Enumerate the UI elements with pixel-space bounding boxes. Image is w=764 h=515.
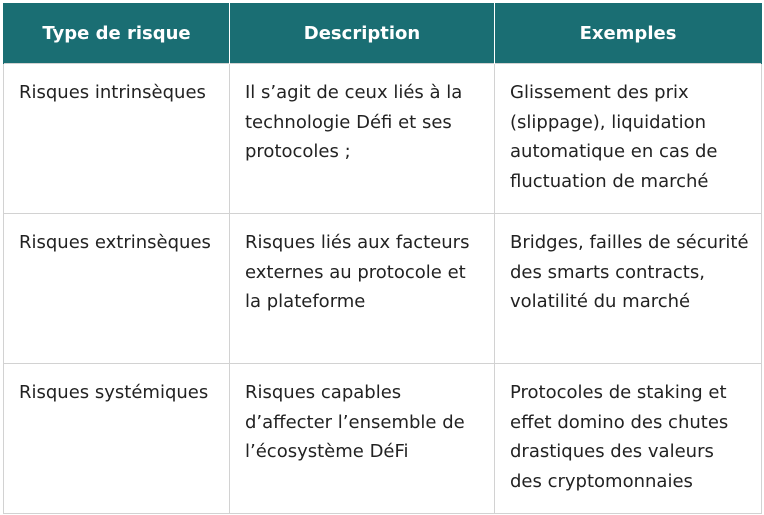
header-description: Description — [230, 3, 495, 64]
table-row — [4, 64, 762, 214]
cell-risk-type: Risques systémiques — [4, 364, 230, 514]
table-row — [4, 214, 762, 364]
cell-description: Risques liés aux facteurs externes au protocole et la plateforme — [230, 214, 495, 364]
header-type-de-risque: Type de risque — [4, 3, 230, 64]
risk-table — [3, 3, 762, 514]
cell-risk-type: Risques extrinsèques — [4, 214, 230, 364]
cell-examples: Protocoles de staking et effet domino des chutes drastiques des valeurs des cryptomonnaies — [495, 364, 762, 514]
table-header-row — [4, 3, 762, 64]
cell-examples: Glissement des prix (slippage), liquidation automatique en cas de fluctuation de marché — [495, 64, 762, 214]
cell-description: Il s’agit de ceux liés à la technologie Défi et ses protocoles ; — [230, 64, 495, 214]
cell-description: Risques capables d’affecter l’ensemble de l’écosystème DéFi — [230, 364, 495, 514]
cell-examples: Bridges, failles de sécurité des smarts contracts, volatilité du marché — [495, 214, 762, 364]
table-row — [4, 364, 762, 514]
risk-table-container — [3, 3, 761, 512]
cell-risk-type: Risques intrinsèques — [4, 64, 230, 214]
header-exemples: Exemples — [495, 3, 762, 64]
